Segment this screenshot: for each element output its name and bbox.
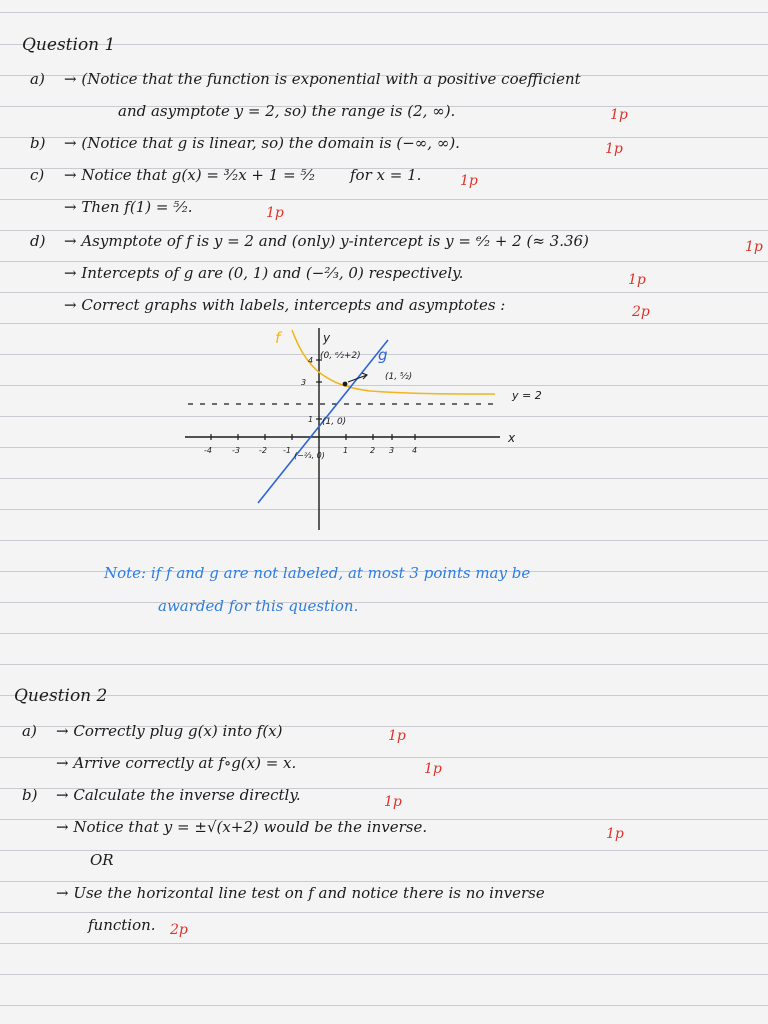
x-tick-label: -4 (204, 446, 212, 455)
q1-d-text2: → Intercepts of g are (0, 1) and (−²⁄₃, 0) respectively. (64, 264, 464, 282)
q2-b-points2: 1p (606, 826, 624, 842)
x-tick-label: -1 (283, 446, 291, 455)
q1-d-text1: → Asymptote of f is y = 2 and (only) y-intercept is y = ᵉ⁄₂ + 2 (≈ 3.36) (64, 232, 589, 250)
q2-a-points2: 1p (424, 761, 442, 777)
g-label: g (378, 346, 388, 364)
y-tick-label: 3 (301, 378, 307, 387)
y-tick-label: 1 (308, 415, 314, 424)
x-tick-label: 4 (412, 446, 418, 455)
x-axis-label: x (508, 431, 516, 445)
q2-b-text1: → Calculate the inverse directly. (56, 786, 301, 804)
part-a-label: a) (30, 70, 45, 88)
q1-c-text1b: for x = 1. (350, 166, 422, 184)
x-tick-label: 3 (389, 446, 395, 455)
q2-b-text4: function. (88, 916, 156, 934)
part-b-label: b) (30, 134, 46, 152)
function-graph (170, 318, 570, 536)
g-x-intercept-label: (−²⁄₃, 0) (294, 451, 325, 460)
f-intercept-label: (0, ᵉ⁄₂+2) (320, 351, 361, 361)
x-tick-label: -3 (232, 446, 240, 455)
q1-d-points3: 2p (632, 304, 650, 320)
y-axis-label: y (323, 331, 331, 345)
q1-a-line1: → (Notice that the function is exponential with a positive coefficient (64, 70, 581, 88)
part-d-label: d) (30, 232, 46, 250)
g-y-intercept-label: (1, 0) (322, 417, 347, 427)
part-a-label: a) (22, 722, 37, 740)
q2-b-text3: → Use the horizontal line test on f and notice there is no inverse (56, 884, 545, 902)
q1-b-text: → (Notice that g is linear, so) the domain is (−∞, ∞). (64, 134, 460, 152)
q1-c-text1: → Notice that g(x) = ³⁄₂x + 1 = ⁵⁄₂ (64, 166, 315, 184)
q1-d-points1: 1p (745, 239, 763, 255)
q2-b-text2: → Notice that y = ±√(x+2) would be the inverse. (56, 818, 428, 836)
intersection-point (343, 382, 348, 387)
note-line1: Note: if f and g are not labeled, at most 3 points may be (104, 564, 531, 582)
x-tick-label: 1 (343, 446, 349, 455)
q2-a-text1: → Correctly plug g(x) into f(x) (56, 722, 283, 740)
q2-b-points1: 1p (384, 794, 402, 810)
asymptote-label: y = 2 (512, 389, 542, 402)
part-c-label: c) (30, 166, 45, 184)
q1-d-text3: → Correct graphs with labels, intercepts and asymptotes : (64, 296, 506, 314)
question-2-title: Question 2 (14, 686, 108, 706)
x-tick-label: 2 (370, 446, 376, 455)
q2-b-points3: 2p (170, 922, 188, 938)
note-line2: awarded for this question. (158, 597, 359, 615)
intersection-label: (1, ⁵⁄₂) (385, 372, 413, 382)
q2-a-points1: 1p (388, 728, 406, 744)
part-b-label: b) (22, 786, 38, 804)
q1-d-points2: 1p (628, 272, 646, 288)
q1-c-points1: 1p (460, 173, 478, 189)
q1-b-points: 1p (605, 141, 623, 157)
q1-a-line2: and asymptote y = 2, so) the range is (2, ∞). (118, 102, 456, 120)
q2-a-text2: → Arrive correctly at f∘g(x) = x. (56, 754, 297, 772)
f-label: f (275, 329, 281, 347)
or-text: OR (90, 851, 114, 869)
q1-c-text2: → Then f(1) = ⁵⁄₂. (64, 198, 193, 216)
x-tick-label: -2 (259, 446, 267, 455)
q1-c-points2: 1p (266, 205, 284, 221)
q1-a-points: 1p (610, 107, 628, 123)
y-tick-label: 4 (308, 356, 314, 365)
question-1-title: Question 1 (22, 35, 116, 55)
